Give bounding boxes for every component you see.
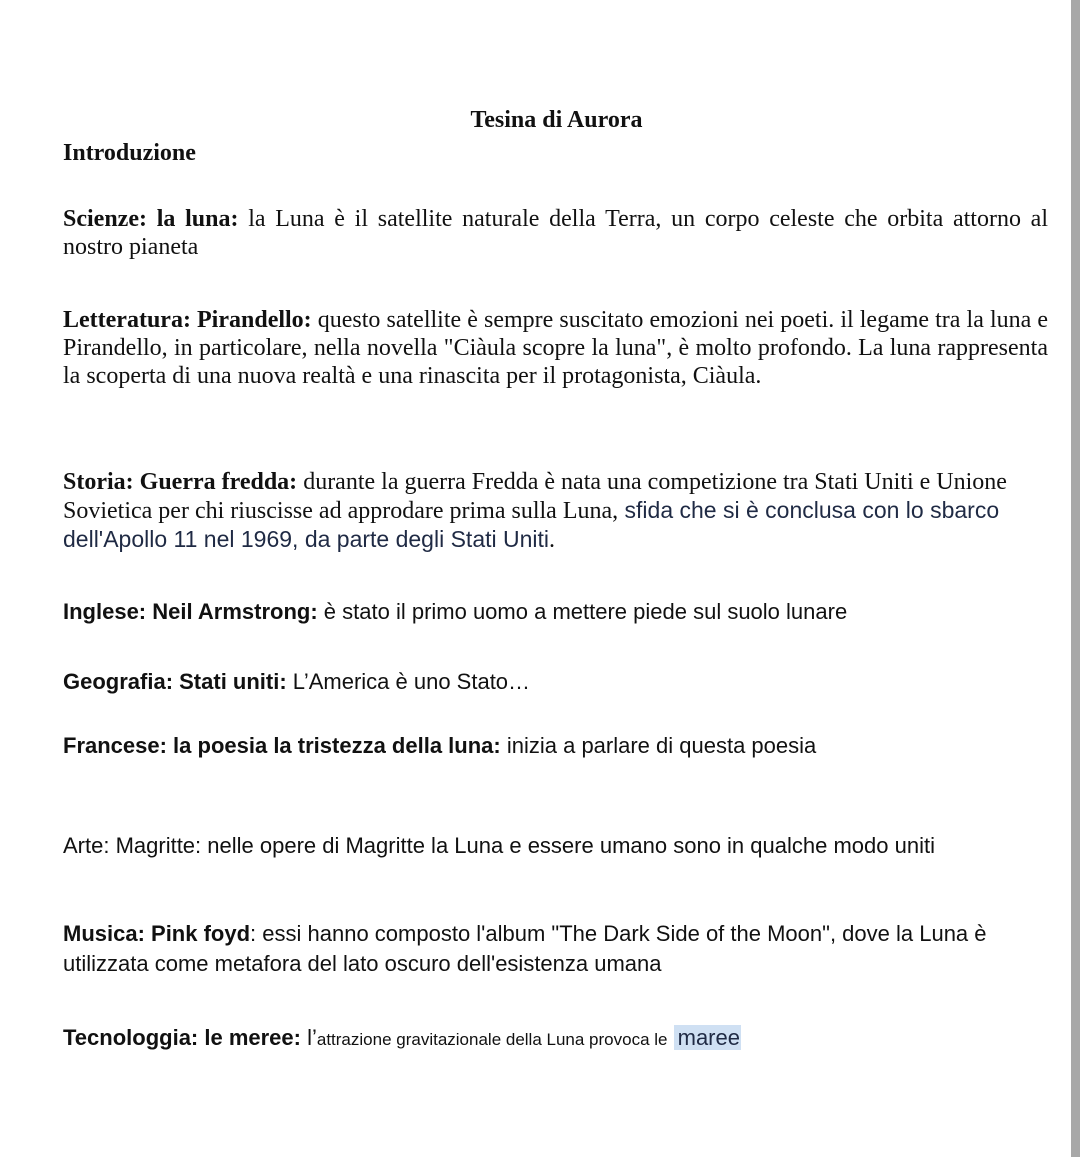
section-label: Letteratura: Pirandello: — [63, 307, 312, 333]
section-label: Inglese: Neil Armstrong: — [63, 599, 318, 624]
section-text: Arte: Magritte: nelle opere di Magritte la Luna e essere umano sono in qualche modo uniti — [63, 833, 935, 858]
section-inglese — [63, 597, 1048, 627]
section-text: : essi hanno composto l'album "The Dark Side of the Moon", dove la Luna è utilizzata come metafora del lato oscuro dell'esistenza umana — [63, 921, 987, 976]
section-label: Musica: Pink foyd — [63, 921, 251, 946]
introduction-heading: Introduzione — [63, 140, 196, 166]
section-musica — [63, 919, 1048, 979]
highlighted-word[interactable]: maree — [674, 1025, 741, 1050]
section-text: la Luna è il satellite naturale della Terra, un corpo celeste che orbita attorno al nostro pianeta — [63, 206, 1048, 260]
section-letteratura — [63, 306, 1048, 390]
section-text-end: . — [549, 527, 556, 553]
section-text-small: attrazione gravitazionale della Luna provoca le — [316, 1030, 668, 1049]
page-edge — [1071, 0, 1080, 1157]
section-label: Francese: la poesia la tristezza della luna: — [63, 733, 501, 758]
section-text: questo satellite è sempre suscitato emozioni nei poeti. il legame tra la luna e Pirandello, in particolare, nella novella "Ciàula scopre la luna", è molto profondo. La luna rappresenta la scoperta di una nuova realtà e una rinascita per il protagonista, Ciàula. — [63, 307, 1049, 389]
section-tecnologia — [63, 1023, 1048, 1055]
section-arte — [63, 831, 1048, 861]
section-storia — [63, 468, 1048, 554]
section-geografia — [63, 667, 1048, 697]
section-label: Geografia: Stati uniti: — [63, 669, 287, 694]
section-francese — [63, 731, 1048, 761]
section-label: Scienze: la luna: — [63, 206, 239, 232]
section-label: Storia: Guerra fredda: — [63, 469, 298, 495]
section-label: Tecnologgia: le meree: — [63, 1025, 301, 1050]
section-text: inizia a parlare di questa poesia — [500, 733, 817, 758]
section-text-prefix: l’ — [300, 1025, 317, 1050]
section-scienze — [63, 205, 1048, 261]
section-text: è stato il primo uomo a mettere piede sul suolo lunare — [317, 599, 848, 624]
section-text: durante la guerra Fredda è nata una competizione tra Stati Uniti e Unione Sovietica per chi riuscisse ad approdare prima sulla Luna, — [63, 469, 1007, 524]
section-text-sans: sfida che si è conclusa con lo sbarco dell'Apollo 11 nel 1969, da parte degli Stati Uniti — [63, 497, 1000, 552]
section-text: L’America è uno Stato… — [286, 669, 531, 694]
document-title: Tesina di Aurora — [470, 107, 643, 133]
